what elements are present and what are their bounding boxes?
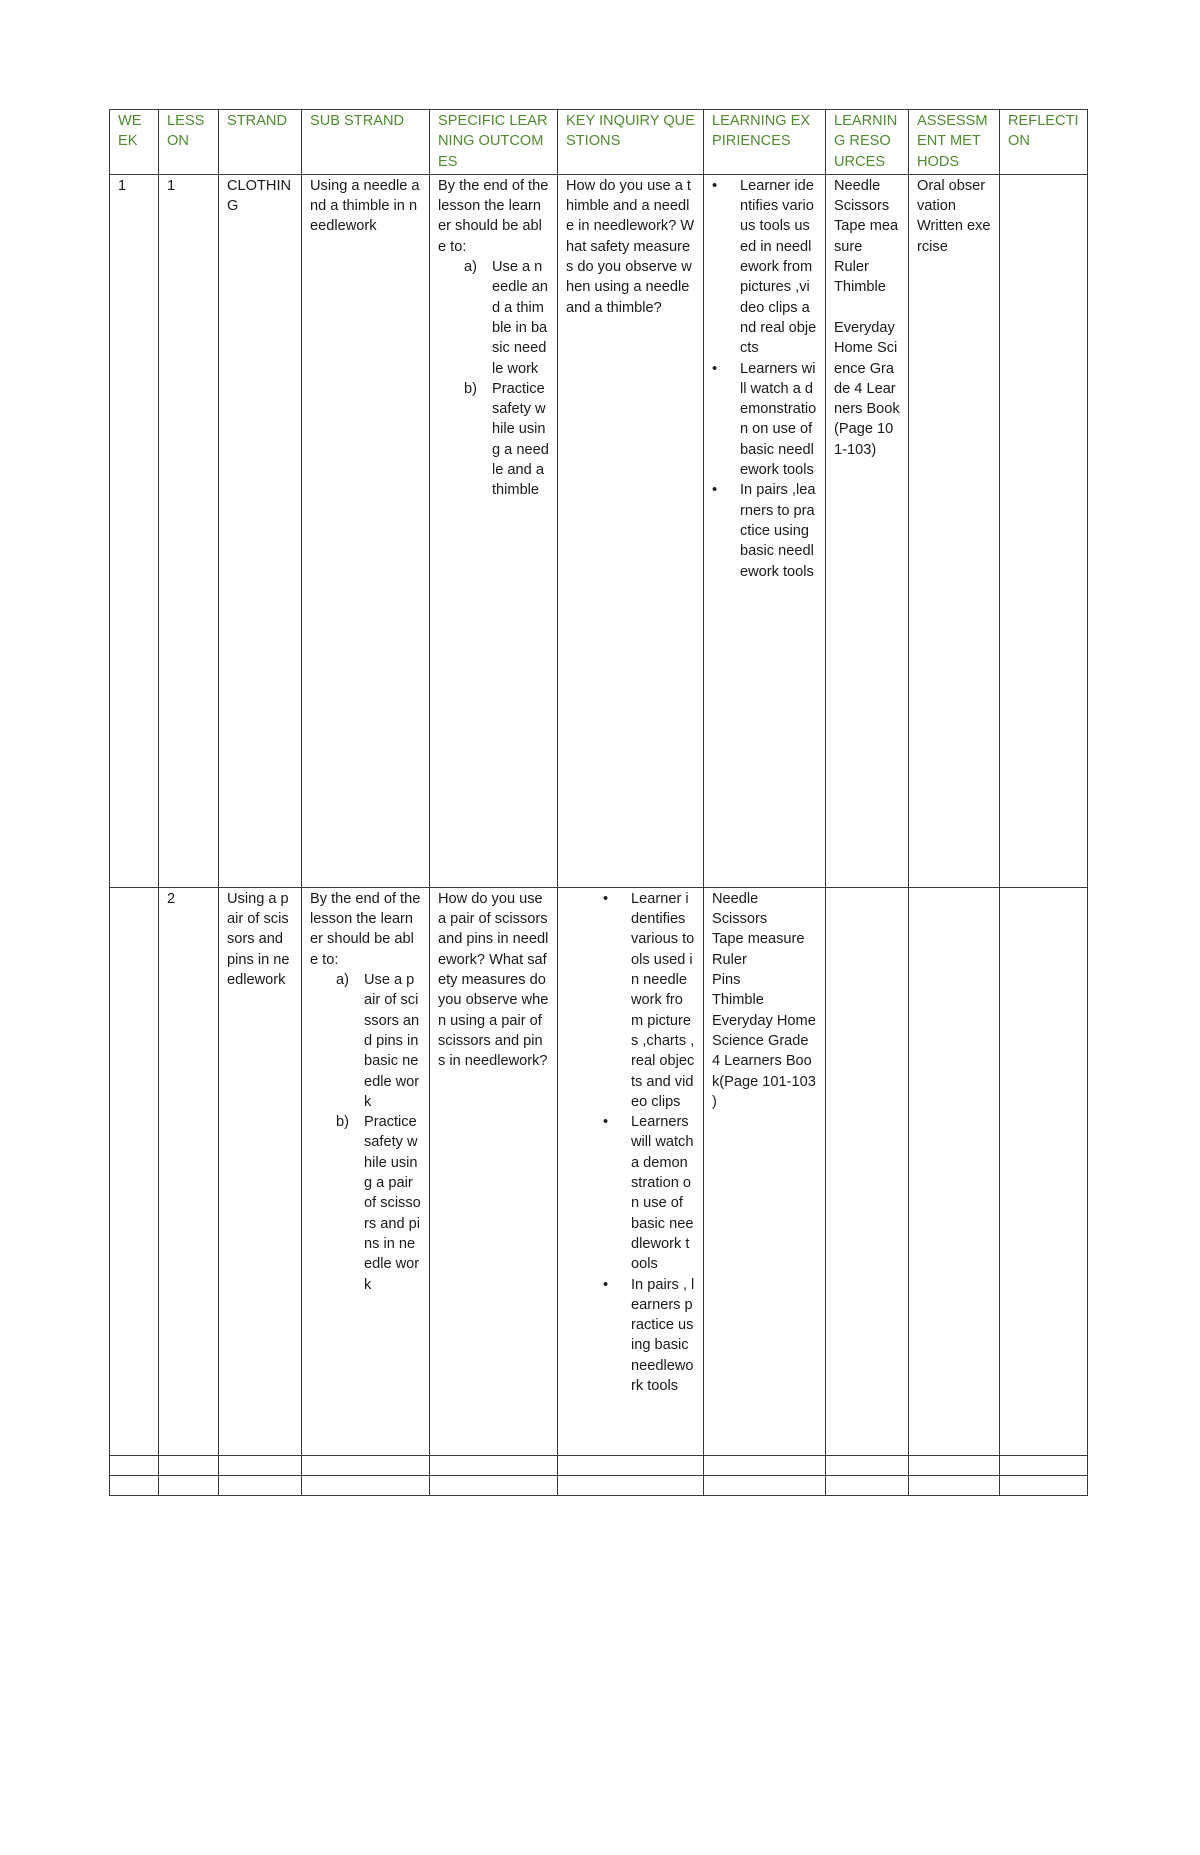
- assessment-cell: Oral observation Written exercise: [909, 174, 1000, 887]
- assessment-cell: [909, 887, 1000, 1455]
- list-item: b) Practice safety while using a needle and a thimble: [464, 380, 549, 499]
- outcomes-list: [438, 257, 549, 501]
- list-item: • Learner identifies various tools used in needlework from pictures ,video clips and real objects: [712, 177, 817, 357]
- outcomes-cell: [430, 174, 558, 887]
- header-reflection: REFLECTION: [1000, 110, 1088, 175]
- experiences-cell: [704, 174, 826, 887]
- week-cell: [110, 887, 159, 1455]
- header-row: [110, 110, 1088, 175]
- bullet-icon: •: [603, 890, 609, 907]
- list-item: • Learners will watch a demonstration on use of basic needlework tools: [603, 1114, 694, 1273]
- table-row: [110, 887, 1088, 1455]
- bullet-icon: •: [712, 360, 718, 377]
- outcomes-cell: How do you use a pair of scissors and pins in needlework? What safety measures do you observe when using a pair of scissors and pins in needlework?: [430, 887, 558, 1455]
- sub-strand-cell: [302, 887, 430, 1455]
- list-item: a) Use a needle and a thimble in basic needle work: [464, 259, 548, 377]
- header-lesson: LESSON: [159, 110, 219, 175]
- bullet-icon: •: [712, 177, 718, 194]
- header-sub-strand: SUB STRAND: [302, 110, 430, 175]
- bullet-icon: •: [603, 1276, 609, 1293]
- list-item: a) Use a pair of scissors and pins in basic needle work: [336, 972, 420, 1110]
- header-learning-resources: LEARNING RESOURCES: [826, 110, 909, 175]
- reflection-cell: [1000, 174, 1088, 887]
- strand-cell: Using a pair of scissors and pins in needlework: [219, 887, 302, 1455]
- experiences-cell: Needle Scissors Tape measure Ruler Pins Thimble Everyday Home Science Grade 4 Learners Book(Page 101-103 ): [704, 887, 826, 1455]
- experiences-list: [712, 176, 817, 582]
- scheme-of-work-table: [109, 109, 1088, 1496]
- empty-row: [110, 1475, 1088, 1495]
- resources-cell: Needle Scissors Tape measure Ruler Thimble Everyday Home Science Grade 4 Learners Book(Page 101-103): [826, 174, 909, 887]
- experiences-list: [594, 889, 695, 1396]
- sub-strand-cell: Using a needle and a thimble in needlework: [302, 174, 430, 887]
- outcomes-intro: By the end of the lesson the learner should be able to:: [438, 177, 549, 255]
- header-strand: STRAND: [219, 110, 302, 175]
- header-key-inquiry-questions: KEY INQUIRY QUESTIONS: [558, 110, 704, 175]
- list-item: • In pairs , learners practice using basic needlework tools: [603, 1276, 695, 1395]
- questions-cell: How do you use a thimble and a needle in needlework? What safety measures do you observe when using a needle and a thimble?: [558, 174, 704, 887]
- questions-cell: [558, 887, 704, 1455]
- strand-cell: CLOTHING: [219, 174, 302, 887]
- week-cell: 1: [110, 174, 159, 887]
- empty-row: [110, 1455, 1088, 1475]
- list-item: • Learner identifies various tools used in needlework from pictures ,charts ,real objects and video clips: [603, 890, 695, 1110]
- bullet-icon: •: [712, 482, 718, 499]
- header-learning-experiences: LEARNING EXPIRIENCES: [704, 110, 826, 175]
- list-item: • In pairs ,learners to practice using basic needlework tools: [712, 482, 816, 580]
- lesson-cell: 1: [159, 174, 219, 887]
- lesson-cell: 2: [159, 887, 219, 1455]
- resources-cell: [826, 887, 909, 1455]
- outcomes-intro: By the end of the lesson the learner should be able to:: [310, 890, 421, 968]
- header-week: WEEK: [110, 110, 159, 175]
- bullet-icon: •: [603, 1114, 609, 1131]
- header-specific-learning-outcomes: SPECIFIC LEARNING OUTCOMES: [430, 110, 558, 175]
- table-row: [110, 174, 1088, 887]
- list-item: • Learners will watch a demonstration on use of basic needlework tools: [712, 360, 817, 479]
- outcomes-list: [310, 970, 421, 1295]
- list-item: b) Practice safety while using a pair of scissors and pins in needle work: [336, 1114, 421, 1293]
- reflection-cell: [1000, 887, 1088, 1455]
- header-assessment-methods: ASSESSMENT METHODS: [909, 110, 1000, 175]
